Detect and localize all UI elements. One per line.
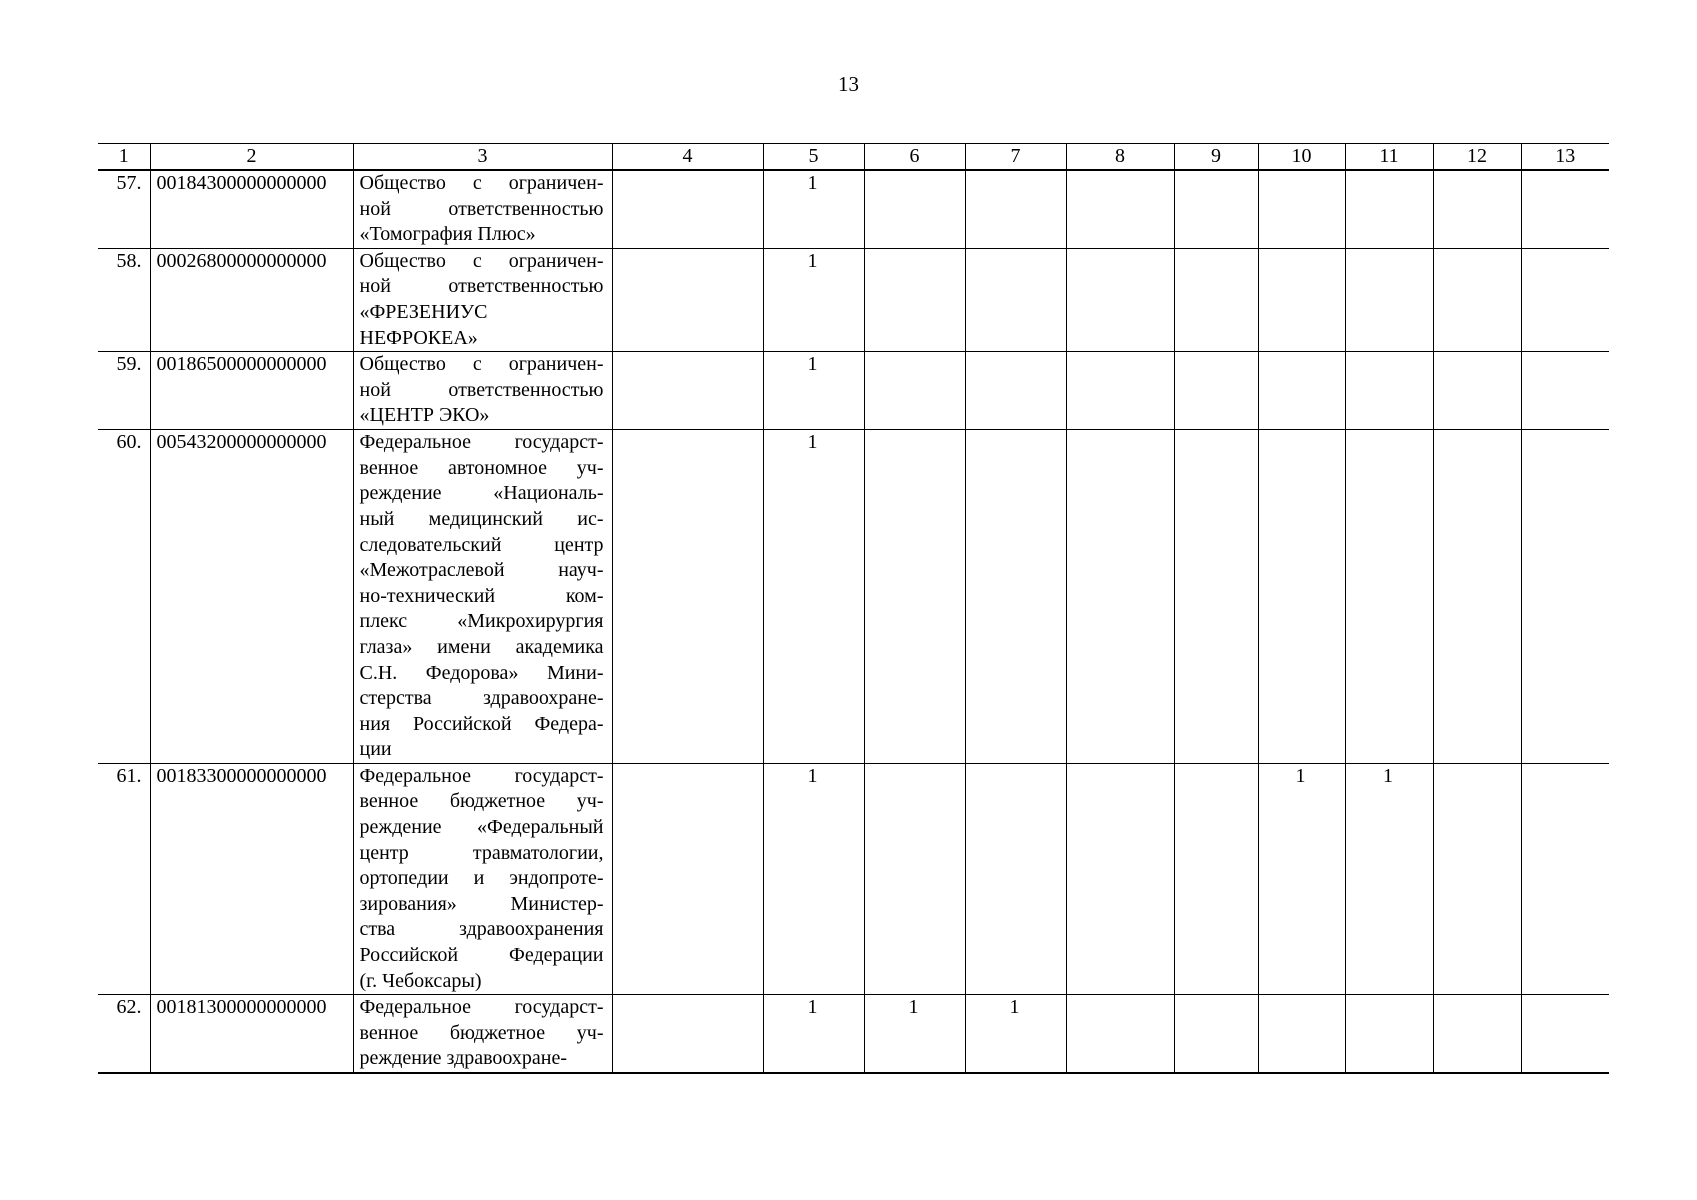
column-header-13: 13 xyxy=(1521,144,1609,171)
organization-name xyxy=(353,248,612,351)
page-number: 13 xyxy=(838,72,859,96)
row-number: 60. xyxy=(98,430,150,764)
organization-name-line: Общество с ограничен- xyxy=(359,172,604,194)
value-col-8 xyxy=(1066,352,1174,430)
organization-name-line: Федеральное государст- xyxy=(359,764,604,787)
value-col-12 xyxy=(1433,352,1521,430)
organization-name xyxy=(353,995,612,1073)
organization-code: 00181300000000000 xyxy=(150,995,353,1073)
organization-name-line: ной ответственностью xyxy=(359,378,604,401)
value-col-9 xyxy=(1174,763,1258,994)
column-header-3: 3 xyxy=(353,144,612,171)
row-number: 62. xyxy=(98,995,150,1073)
row-number: 59. xyxy=(98,352,150,430)
organization-name-line: «ФРЕЗЕНИУС xyxy=(359,300,488,323)
table-header xyxy=(98,144,1609,171)
organization-name xyxy=(353,170,612,248)
value-col-4 xyxy=(612,430,763,764)
value-col-4 xyxy=(612,248,763,351)
value-col-11 xyxy=(1345,995,1433,1073)
organization-name xyxy=(353,763,612,994)
value-col-12 xyxy=(1433,170,1521,248)
organization-name-line: ортопедии и эндопроте- xyxy=(359,867,604,890)
value-col-7: 1 xyxy=(965,995,1066,1073)
value-col-7 xyxy=(965,352,1066,430)
organization-name-line: ции xyxy=(359,738,392,761)
column-header-12: 12 xyxy=(1433,144,1521,171)
value-col-7 xyxy=(965,170,1066,248)
organization-name-line: Федеральное государст- xyxy=(359,996,604,1019)
value-col-7 xyxy=(965,763,1066,994)
organization-name xyxy=(353,430,612,764)
table-row xyxy=(98,430,1609,764)
value-col-11 xyxy=(1345,352,1433,430)
organization-name-line: венное бюджетное уч- xyxy=(359,790,604,813)
organization-name-line: ства здравоохранения xyxy=(359,918,604,941)
value-col-6: 1 xyxy=(864,995,965,1073)
organization-name-line: реждение здравоохране- xyxy=(359,1047,568,1070)
organization-name-line: венное автономное уч- xyxy=(359,456,604,479)
value-col-12 xyxy=(1433,995,1521,1073)
organization-name-line: (г. Чебоксары) xyxy=(359,969,482,992)
organization-code: 00026800000000000 xyxy=(150,248,353,351)
organization-code: 00543200000000000 xyxy=(150,430,353,764)
value-col-6 xyxy=(864,430,965,764)
column-header-5: 5 xyxy=(763,144,864,171)
value-col-11 xyxy=(1345,170,1433,248)
organization-code: 00184300000000000 xyxy=(150,170,353,248)
value-col-9 xyxy=(1174,170,1258,248)
column-header-8: 8 xyxy=(1066,144,1174,171)
value-col-9 xyxy=(1174,248,1258,351)
organization-name-line: следовательский центр xyxy=(359,533,604,556)
value-col-4 xyxy=(612,995,763,1073)
table-row xyxy=(98,352,1609,430)
table-body xyxy=(98,170,1609,1073)
organization-name-line: зирования» Министер- xyxy=(359,892,604,915)
value-col-11: 1 xyxy=(1345,763,1433,994)
organization-name-line: плекс «Микрохирургия xyxy=(359,610,604,633)
row-number: 61. xyxy=(98,763,150,994)
column-header-9: 9 xyxy=(1174,144,1258,171)
organization-name-line: Федеральное государст- xyxy=(359,431,604,454)
column-header-11: 11 xyxy=(1345,144,1433,171)
value-col-10 xyxy=(1258,995,1345,1073)
value-col-7 xyxy=(965,248,1066,351)
table-row xyxy=(98,995,1609,1073)
value-col-13 xyxy=(1521,763,1609,994)
column-header-7: 7 xyxy=(965,144,1066,171)
value-col-5: 1 xyxy=(763,763,864,994)
header-row xyxy=(98,144,1609,171)
organization-name-line: С.Н. Федорова» Мини- xyxy=(359,661,604,684)
organization-name-line: но-технический ком- xyxy=(359,584,604,607)
value-col-10 xyxy=(1258,430,1345,764)
value-col-5: 1 xyxy=(763,995,864,1073)
value-col-9 xyxy=(1174,352,1258,430)
value-col-6 xyxy=(864,248,965,351)
value-col-6 xyxy=(864,352,965,430)
value-col-8 xyxy=(1066,170,1174,248)
value-col-13 xyxy=(1521,248,1609,351)
value-col-13 xyxy=(1521,352,1609,430)
registry-table xyxy=(98,143,1609,1074)
value-col-8 xyxy=(1066,248,1174,351)
value-col-12 xyxy=(1433,430,1521,764)
table-row xyxy=(98,763,1609,994)
organization-name-line: реждение «Националь- xyxy=(359,482,604,505)
value-col-6 xyxy=(864,170,965,248)
organization-name-line: глаза» имени академика xyxy=(359,635,604,658)
organization-code: 00186500000000000 xyxy=(150,352,353,430)
organization-name-line: венное бюджетное уч- xyxy=(359,1021,604,1044)
value-col-5: 1 xyxy=(763,170,864,248)
organization-name-line: «Томография Плюс» xyxy=(359,223,536,246)
value-col-10 xyxy=(1258,248,1345,351)
value-col-12 xyxy=(1433,248,1521,351)
value-col-4 xyxy=(612,352,763,430)
value-col-4 xyxy=(612,170,763,248)
row-number: 57. xyxy=(98,170,150,248)
organization-name-line: стерства здравоохране- xyxy=(359,687,604,710)
organization-name-line: реждение «Федеральный xyxy=(359,816,604,839)
organization-name-line: центр травматологии, xyxy=(359,841,604,864)
organization-name-line: «ЦЕНТР ЭКО» xyxy=(359,404,490,427)
value-col-11 xyxy=(1345,248,1433,351)
value-col-11 xyxy=(1345,430,1433,764)
column-header-10: 10 xyxy=(1258,144,1345,171)
column-header-4: 4 xyxy=(612,144,763,171)
organization-code: 00183300000000000 xyxy=(150,763,353,994)
column-header-6: 6 xyxy=(864,144,965,171)
organization-name-line: ной ответственностью xyxy=(359,197,604,220)
value-col-10 xyxy=(1258,170,1345,248)
organization-name-line: ния Российской Федера- xyxy=(359,712,604,735)
value-col-5: 1 xyxy=(763,352,864,430)
value-col-10 xyxy=(1258,352,1345,430)
organization-name xyxy=(353,352,612,430)
value-col-6 xyxy=(864,763,965,994)
value-col-12 xyxy=(1433,763,1521,994)
value-col-9 xyxy=(1174,430,1258,764)
value-col-8 xyxy=(1066,763,1174,994)
organization-name-line: Общество с ограничен- xyxy=(359,353,604,376)
organization-name-line: Российской Федерации xyxy=(359,944,604,967)
column-header-2: 2 xyxy=(150,144,353,171)
row-number: 58. xyxy=(98,248,150,351)
value-col-8 xyxy=(1066,995,1174,1073)
table-row xyxy=(98,170,1609,248)
value-col-13 xyxy=(1521,170,1609,248)
organization-name-line: «Межотраслевой науч- xyxy=(359,559,604,582)
value-col-8 xyxy=(1066,430,1174,764)
value-col-5: 1 xyxy=(763,248,864,351)
value-col-9 xyxy=(1174,995,1258,1073)
value-col-13 xyxy=(1521,430,1609,764)
organization-name-line: Общество с ограничен- xyxy=(359,249,604,272)
value-col-5: 1 xyxy=(763,430,864,764)
table-row xyxy=(98,248,1609,351)
value-col-10: 1 xyxy=(1258,763,1345,994)
organization-name-line: ной ответственностью xyxy=(359,275,604,298)
value-col-13 xyxy=(1521,995,1609,1073)
column-header-1: 1 xyxy=(98,144,150,171)
value-col-7 xyxy=(965,430,1066,764)
value-col-4 xyxy=(612,763,763,994)
organization-name-line: ный медицинский ис- xyxy=(359,507,604,530)
organization-name-line: НЕФРОКЕА» xyxy=(359,326,478,349)
